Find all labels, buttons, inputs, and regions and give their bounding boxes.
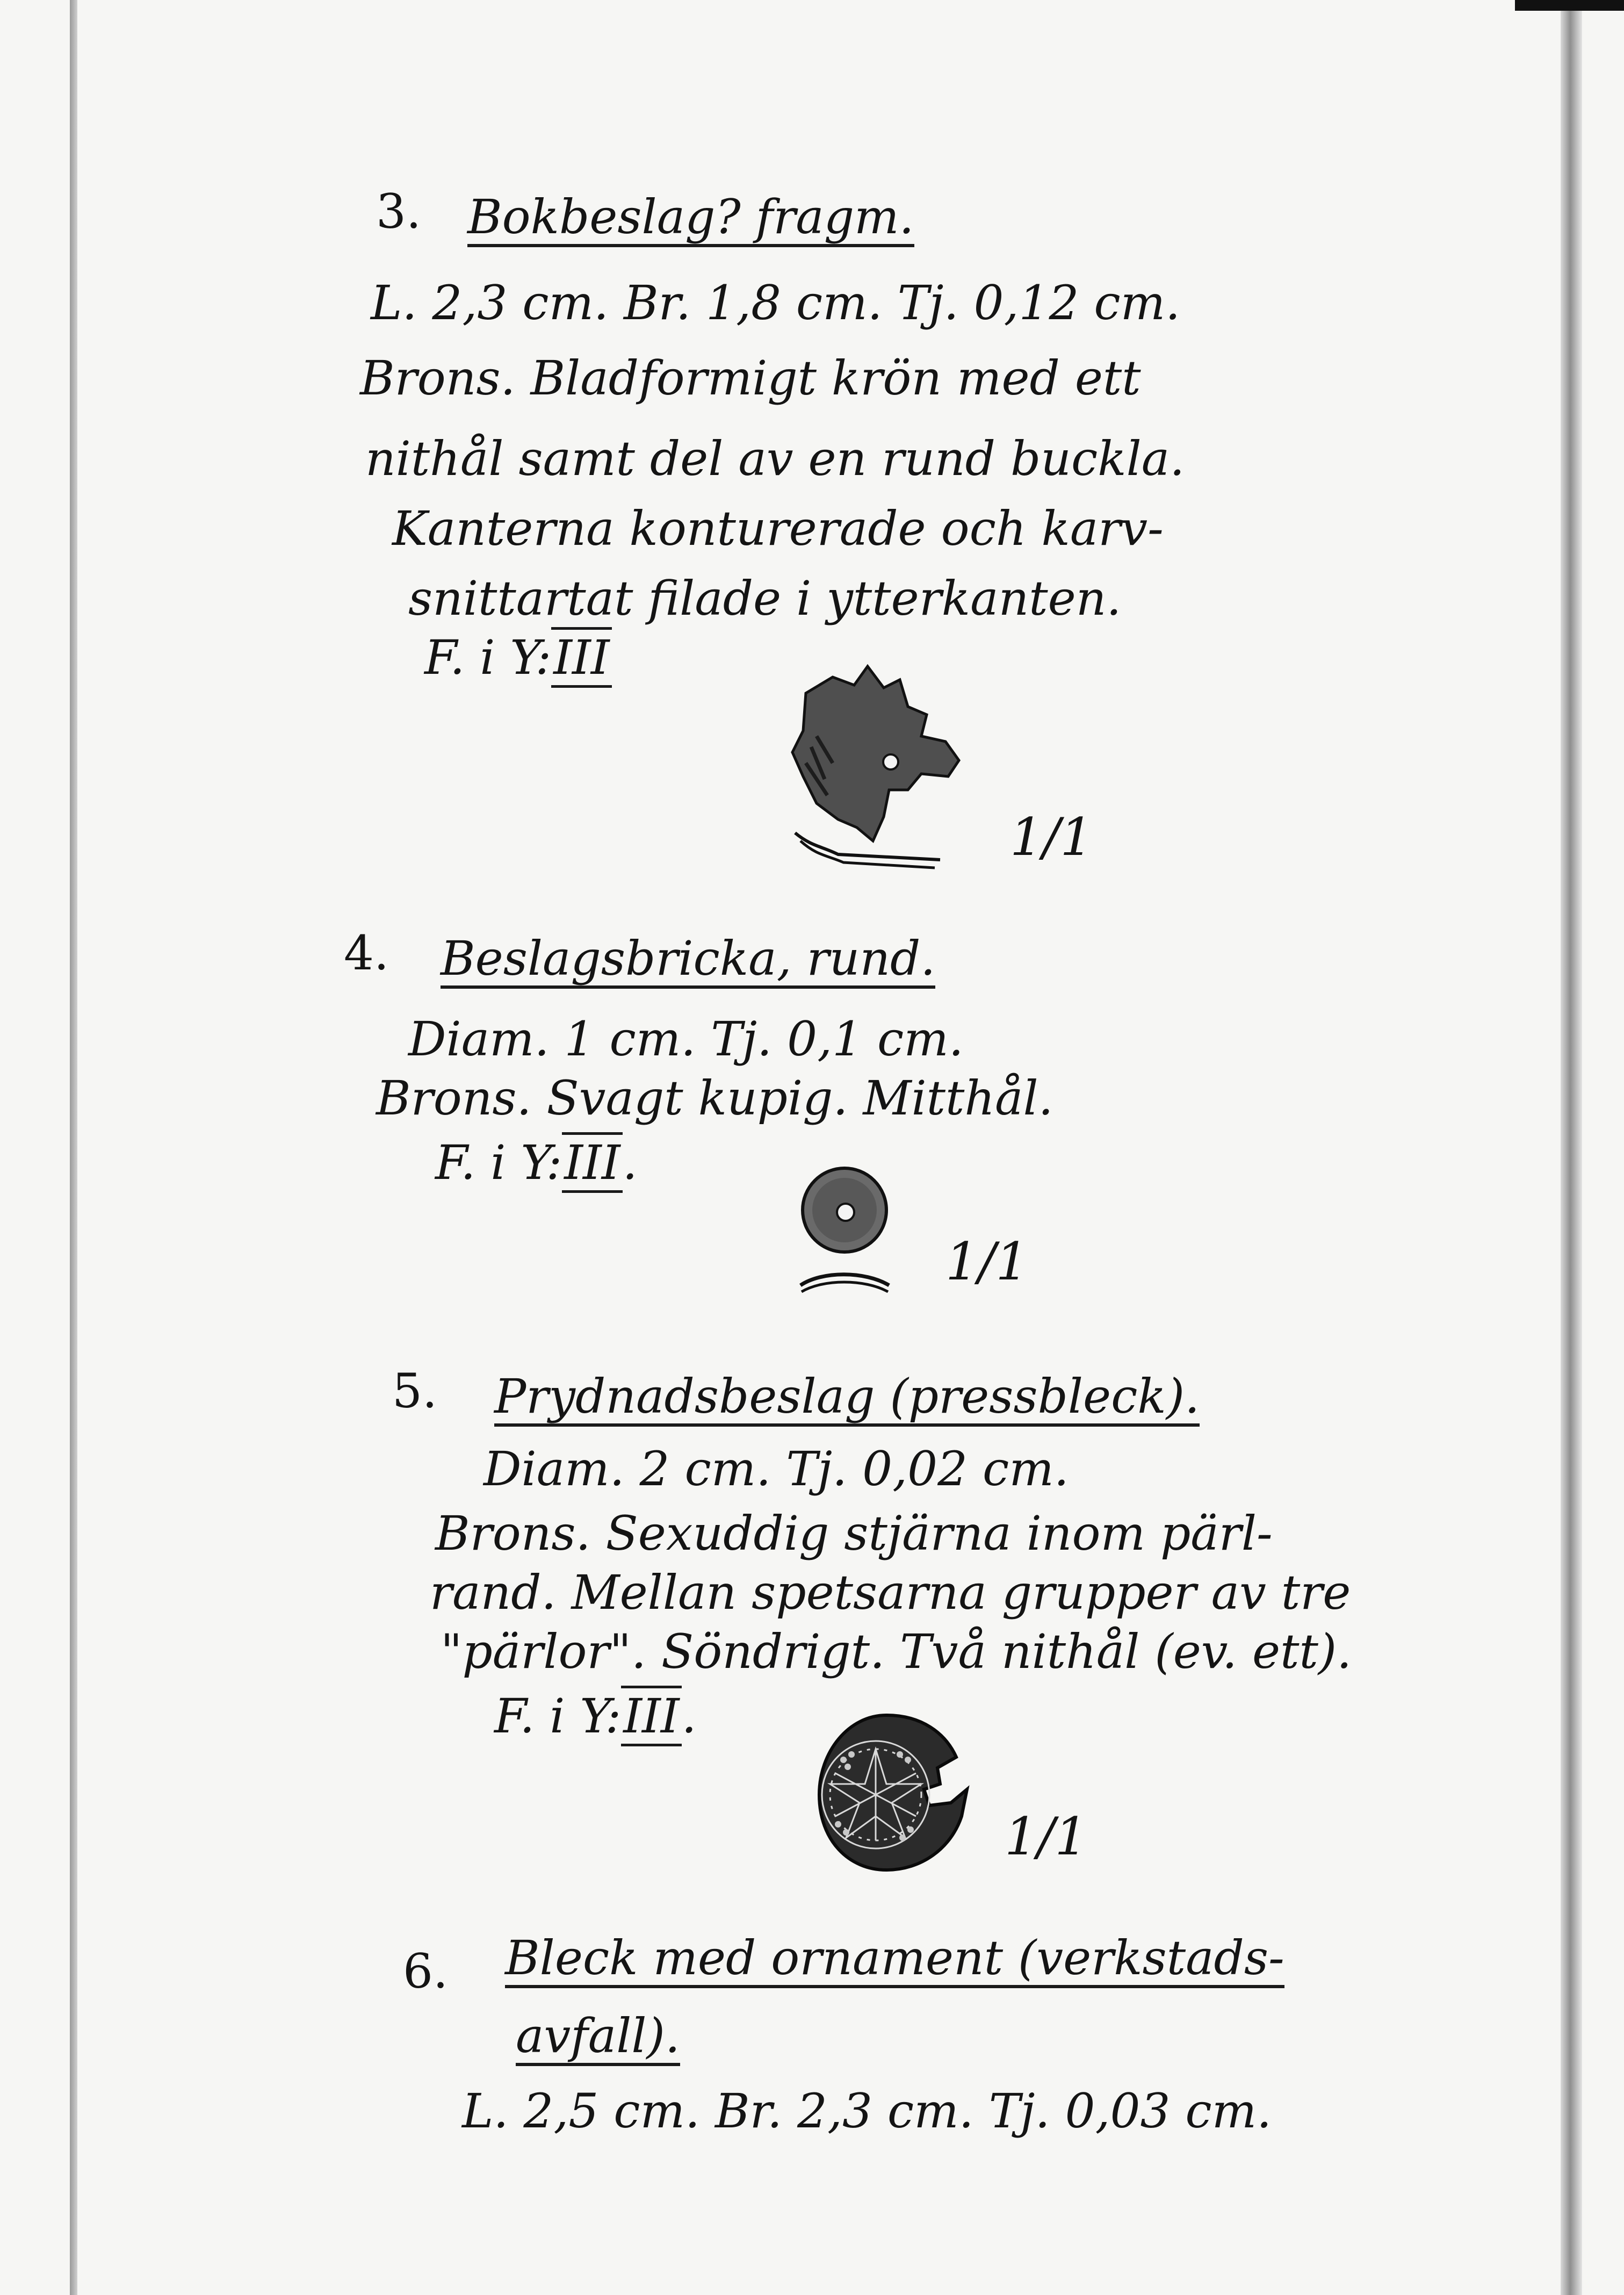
entry-number: 4. (344, 925, 389, 981)
entry-description-line: rand. Mellan spetsarna grupper av tre (430, 1565, 1351, 1620)
entry-description-line: snittartat filade i ytterkanten. (408, 571, 1122, 626)
scale-label: 1/1 (945, 1232, 1029, 1292)
reference-prefix: F. i Y: (435, 1135, 562, 1190)
reference-suffix: . (681, 1688, 697, 1744)
entry-description-line: Brons. Svagt kupig. Mitthål. (376, 1070, 1053, 1126)
entry-measurements: Diam. 2 cm. Tj. 0,02 cm. (483, 1441, 1069, 1497)
reference-number: III (551, 627, 611, 688)
reference-number: III (562, 1132, 622, 1193)
entry-title-continuation: avfall). (516, 2012, 680, 2066)
entry-number: 6. (403, 1944, 448, 1999)
entry-description-line: Brons. Bladformigt krön med ett (360, 350, 1141, 406)
entry-description-line: nithål samt del av en rund buckla. (365, 431, 1185, 486)
entry-measurements: L. 2,5 cm. Br. 2,3 cm. Tj. 0,03 cm. (462, 2083, 1272, 2139)
entry-description-line: Brons. Sexuddig stjärna inom pärl- (435, 1506, 1273, 1561)
entry-number: 3. (376, 184, 421, 239)
entry-measurements: Diam. 1 cm. Tj. 0,1 cm. (408, 1011, 964, 1067)
entry-title: Bleck med ornament (verkstads- (505, 1934, 1284, 1988)
scale-label: 1/1 (1005, 1807, 1088, 1867)
reference-prefix: F. i Y: (494, 1688, 622, 1744)
reference-suffix: . (622, 1135, 638, 1190)
entry-title: Beslagsbricka, rund. (441, 935, 935, 989)
reference-number: III (621, 1686, 681, 1746)
entry-title: Prydnadsbeslag (pressbleck). (494, 1373, 1200, 1427)
scale-label: 1/1 (1010, 807, 1093, 867)
reference-prefix: F. i Y: (424, 630, 552, 685)
entry-description-line: "pärlor". Söndrigt. Två nithål (ev. ett). (441, 1624, 1352, 1679)
entry-number: 5. (392, 1363, 437, 1419)
entry-title: Bokbeslag? fragm. (467, 193, 914, 247)
entry-description-line: Kanterna konturerade och karv- (392, 501, 1164, 556)
entry-measurements: L. 2,3 cm. Br. 1,8 cm. Tj. 0,12 cm. (371, 275, 1181, 330)
